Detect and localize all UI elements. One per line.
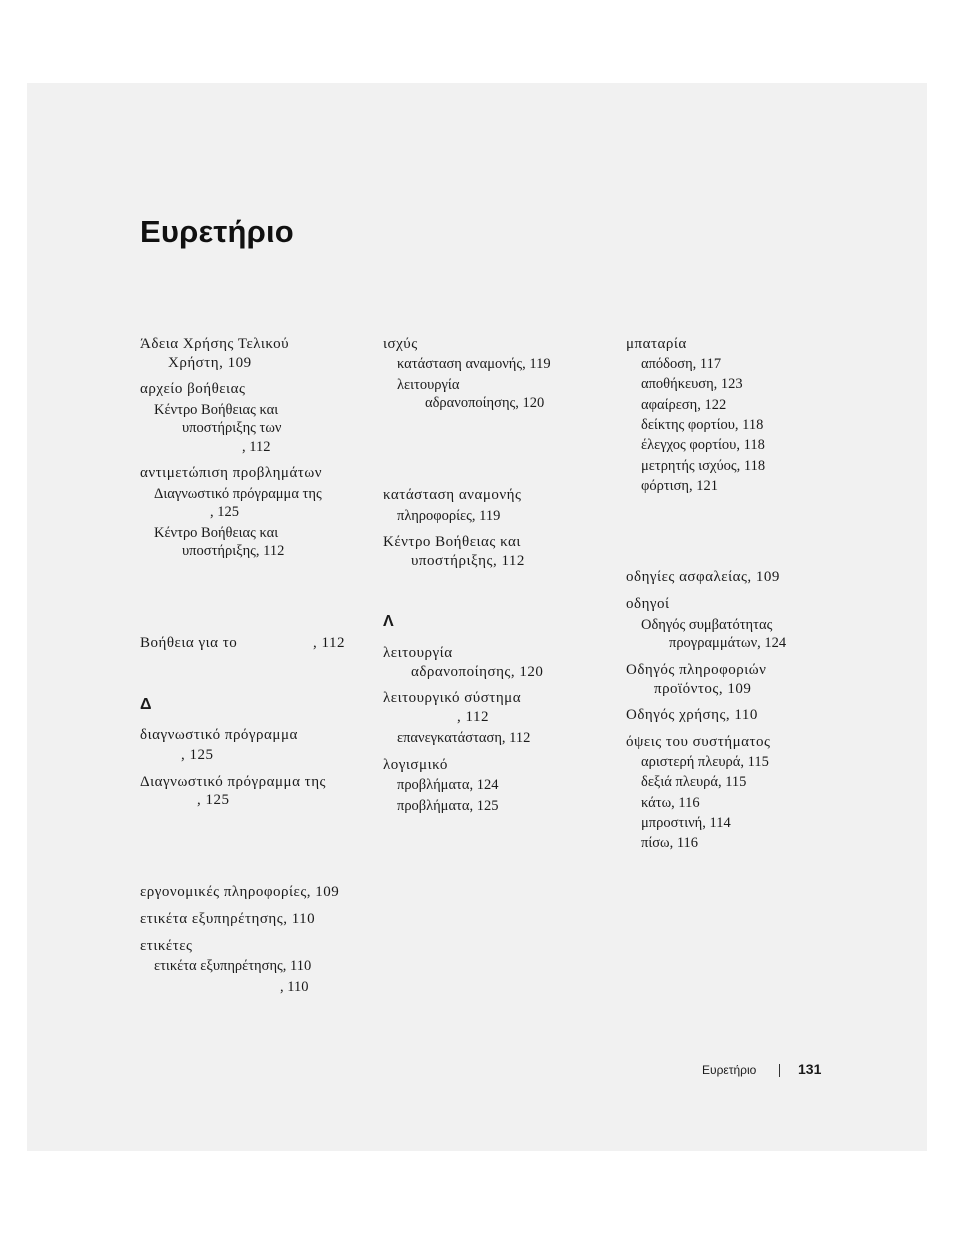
index-subentry: απόδοση, 117 bbox=[641, 356, 722, 372]
index-subentry-cont: αδρανοποίησης, 120 bbox=[425, 395, 545, 411]
index-entry-cont: , 112 bbox=[457, 709, 489, 725]
footer-separator bbox=[779, 1064, 780, 1077]
index-entry: μπαταρία bbox=[626, 336, 687, 352]
index-entry: κατάσταση αναμονής bbox=[383, 487, 522, 503]
index-subentry: δείκτης φορτίου, 118 bbox=[641, 417, 764, 433]
index-subentry: κατάσταση αναμονής, 119 bbox=[397, 356, 551, 372]
index-subentry: αφαίρεση, 122 bbox=[641, 397, 727, 413]
index-subentry: προβλήματα, 124 bbox=[397, 777, 499, 793]
index-entry: εργονομικές πληροφορίες, 109 bbox=[140, 884, 340, 900]
index-subentry: Κέντρο Βοήθειας και bbox=[154, 402, 279, 418]
index-subentry-cont: υποστήριξης, 112 bbox=[182, 543, 285, 559]
index-entry-cont: , 112 bbox=[313, 635, 345, 651]
index-entry: ετικέτες bbox=[140, 938, 193, 954]
index-entry: ισχύς bbox=[383, 336, 418, 352]
index-entry-cont: Χρήστη, 109 bbox=[168, 355, 252, 371]
index-entry: αντιμετώπιση προβλημάτων bbox=[140, 465, 322, 481]
index-entry: λογισμικό bbox=[383, 757, 448, 773]
index-entry-cont: αδρανοποίησης, 120 bbox=[411, 664, 544, 680]
page-title: Ευρετήριο bbox=[140, 214, 294, 249]
index-subentry: πληροφορίες, 119 bbox=[397, 508, 501, 524]
index-entry: Κέντρο Βοήθειας και bbox=[383, 534, 521, 550]
index-subentry: Κέντρο Βοήθειας και bbox=[154, 525, 279, 541]
footer-section-label: Ευρετήριο bbox=[702, 1063, 757, 1077]
index-subentry: προβλήματα, 125 bbox=[397, 798, 499, 814]
index-subentry: επανεγκατάσταση, 112 bbox=[397, 730, 531, 746]
index-subentry: λειτουργία bbox=[397, 377, 460, 393]
index-subentry: φόρτιση, 121 bbox=[641, 478, 718, 494]
index-entry: λειτουργικό σύστημα bbox=[383, 690, 522, 706]
index-subentry-cont: , 112 bbox=[242, 439, 271, 455]
index-subentry: πίσω, 116 bbox=[641, 835, 699, 851]
index-entry: διαγνωστικό πρόγραμμα bbox=[140, 727, 298, 743]
index-subentry: έλεγχος φορτίου, 118 bbox=[641, 437, 765, 453]
index-entry: αρχείο βοήθειας bbox=[140, 381, 246, 397]
index-subentry: αριστερή πλευρά, 115 bbox=[641, 754, 769, 770]
index-subentry-cont: υποστήριξης των bbox=[182, 420, 282, 436]
index-subentry: μπροστινή, 114 bbox=[641, 815, 731, 831]
index-entry: Βοήθεια για το bbox=[140, 635, 238, 651]
index-entry: Διαγνωστικό πρόγραμμα της bbox=[140, 774, 326, 790]
index-subentry-cont: προγραμμάτων, 124 bbox=[669, 635, 787, 651]
index-entry-cont: υποστήριξης, 112 bbox=[411, 553, 525, 569]
index-entry: ετικέτα εξυπηρέτησης, 110 bbox=[140, 911, 316, 927]
index-subentry-cont: , 125 bbox=[210, 504, 239, 520]
index-subentry: ετικέτα εξυπηρέτησης, 110 bbox=[154, 958, 312, 974]
index-entry: οδηγοί bbox=[626, 596, 670, 612]
index-entry: όψεις του συστήματος bbox=[626, 734, 771, 750]
index-entry: οδηγίες ασφαλείας, 109 bbox=[626, 569, 780, 585]
index-entry: Οδηγός πληροφοριών bbox=[626, 662, 767, 678]
index-subentry: μετρητής ισχύος, 118 bbox=[641, 458, 766, 474]
index-subentry: δεξιά πλευρά, 115 bbox=[641, 774, 747, 790]
index-entry-cont: προϊόντος, 109 bbox=[654, 681, 752, 697]
index-subentry: , 110 bbox=[280, 979, 309, 995]
index-subentry: κάτω, 116 bbox=[641, 795, 700, 811]
index-subentry: αποθήκευση, 123 bbox=[641, 376, 743, 392]
section-letter: Δ bbox=[140, 696, 152, 713]
page-number: 131 bbox=[798, 1061, 822, 1077]
index-entry: λειτουργία bbox=[383, 645, 453, 661]
index-entry: Οδηγός χρήσης, 110 bbox=[626, 707, 758, 723]
section-letter: Λ bbox=[383, 613, 394, 630]
index-subentry: Οδηγός συμβατότητας bbox=[641, 617, 773, 633]
index-entry-cont: , 125 bbox=[197, 792, 230, 808]
index-entry-cont: , 125 bbox=[181, 747, 214, 763]
index-subentry: Διαγνωστικό πρόγραμμα της bbox=[154, 486, 322, 502]
index-entry: Άδεια Χρήσης Τελικού bbox=[140, 336, 290, 352]
